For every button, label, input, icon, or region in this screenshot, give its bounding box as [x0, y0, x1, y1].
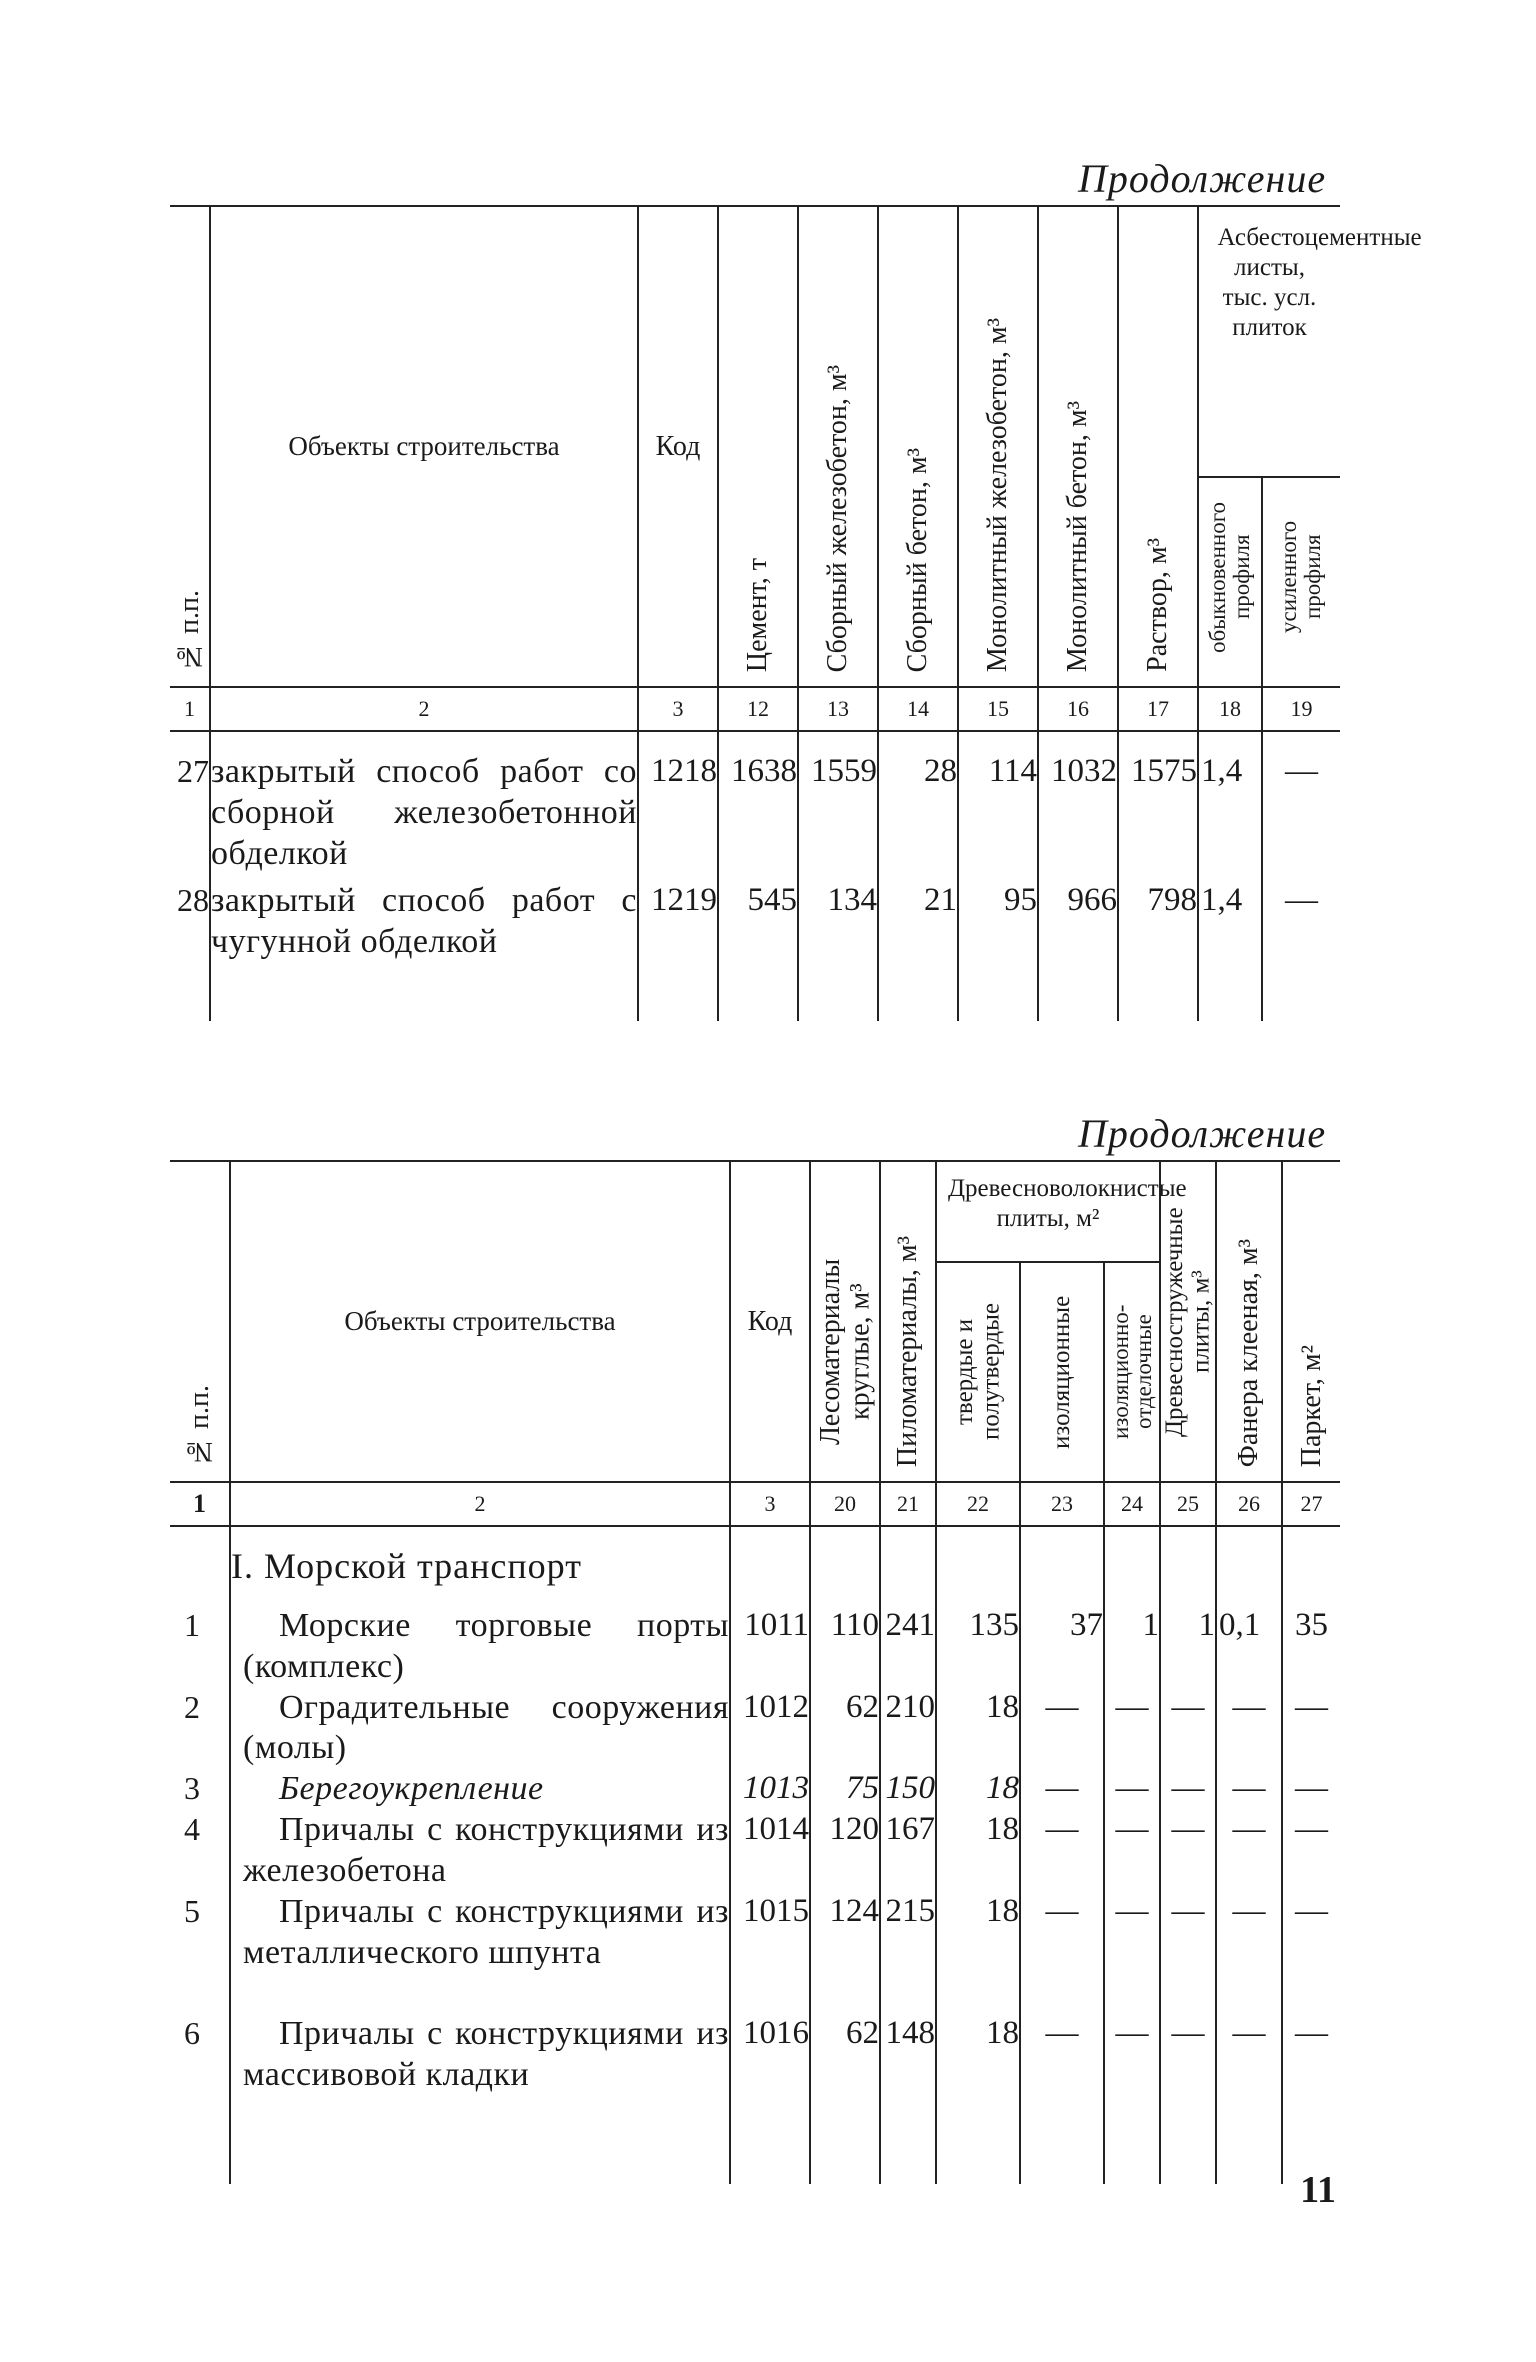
section-spacer [170, 1526, 230, 1606]
table1-column-numbers [170, 687, 1340, 731]
row-cell: — [1282, 2014, 1340, 2184]
row-cell: 1 [1160, 1606, 1216, 1688]
colnum: 22 [936, 1482, 1020, 1526]
section-spacer [730, 1526, 810, 1606]
row-object: Причалы с конструкциями из металлического шпунта [230, 1892, 730, 2014]
continuation-label-1: Продолжение [1078, 156, 1327, 201]
header-precast-concrete: Сборный бетон, м³ [878, 207, 958, 687]
table2-header-row [170, 1162, 1340, 1262]
row-cell: 167 [880, 1810, 936, 1892]
row-cell: 215 [880, 1892, 936, 2014]
table-row [170, 1606, 1340, 1688]
header-insulating: изоляционные [1020, 1262, 1104, 1482]
colnum: 1 [170, 687, 210, 731]
row-object: Причалы с конструкциями из массивовой кладки [230, 2014, 730, 2184]
row-code: 1013 [730, 1769, 810, 1810]
header-objects: Объекты строительства [210, 207, 638, 687]
table1 [170, 207, 1422, 1021]
colnum: 3 [638, 687, 718, 731]
table2-column-numbers [170, 1482, 1340, 1526]
row-number: 1 [184, 1607, 200, 1643]
row-cell: — [1282, 1810, 1340, 1892]
row-code: 1218 [638, 731, 718, 881]
row-cell: — [1104, 1688, 1160, 1770]
colnum: 24 [1104, 1482, 1160, 1526]
section-spacer [880, 1526, 936, 1606]
colnum: 15 [958, 687, 1038, 731]
row-cell: — [1020, 1688, 1104, 1770]
row-cell: — [1216, 1688, 1282, 1770]
row-code: 1011 [730, 1606, 810, 1688]
row-cell: — [1020, 2014, 1104, 2184]
row-number: 28 [177, 882, 209, 918]
header-insulating-finishing: изоляционно-отделочные [1104, 1262, 1160, 1482]
colnum: 26 [1216, 1482, 1282, 1526]
row-cell: 18 [936, 1769, 1020, 1810]
row-cell: 18 [936, 1892, 1020, 2014]
table2 [170, 1162, 1340, 2184]
row-cell: — [1216, 2014, 1282, 2184]
header-ordinary-profile: обыкновенного профиля [1198, 477, 1262, 687]
row-cell: — [1104, 1769, 1160, 1810]
header-sawn-timber: Пиломатериалы, м³ [880, 1162, 936, 1482]
colnum: 2 [210, 687, 638, 731]
colnum: 2 [230, 1482, 730, 1526]
header-code: Код [638, 207, 718, 687]
row-cell: 18 [936, 2014, 1020, 2184]
section-spacer [1020, 1526, 1104, 1606]
row-cell: 798 [1118, 881, 1198, 1021]
header-code: Код [730, 1162, 810, 1482]
row-object: Берегоукрепление [230, 1769, 730, 1810]
row-number: 5 [184, 1892, 200, 1929]
row-cell: 75 [810, 1769, 880, 1810]
row-cell: — [1104, 2014, 1160, 2184]
row-cell: — [1282, 1769, 1340, 1810]
row-cell: 18 [936, 1810, 1020, 1892]
section-spacer [1282, 1526, 1340, 1606]
row-cell: — [1262, 731, 1340, 881]
colnum: 23 [1020, 1482, 1104, 1526]
table-row [170, 1810, 1340, 1892]
row-object: закрытый способ работ со сборной железобетонной обделкой [210, 731, 638, 881]
header-np: № п.п. [183, 1385, 215, 1467]
row-cell: 120 [810, 1810, 880, 1892]
colnum: 17 [1118, 687, 1198, 731]
header-hard: твердые и полутвердые [936, 1262, 1020, 1482]
row-cell: — [1020, 1892, 1104, 2014]
table-row [170, 2014, 1340, 2184]
table-row [170, 731, 1340, 881]
row-cell: 966 [1038, 881, 1118, 1021]
row-cell: — [1020, 1810, 1104, 1892]
table-row [170, 881, 1340, 1021]
row-number: 2 [184, 1688, 200, 1725]
row-code: 1219 [638, 881, 718, 1021]
colnum: 19 [1262, 687, 1340, 731]
row-cell: 95 [958, 881, 1038, 1021]
header-parquet: Паркет, м² [1282, 1162, 1340, 1482]
row-cell: — [1216, 1810, 1282, 1892]
table-row [170, 1892, 1340, 2014]
section-spacer [1104, 1526, 1160, 1606]
row-cell: — [1216, 1892, 1282, 2014]
colnum: 16 [1038, 687, 1118, 731]
row-cell: 134 [798, 881, 878, 1021]
section-spacer [1216, 1526, 1282, 1606]
header-objects: Объекты строительства [230, 1162, 730, 1482]
row-cell: — [1104, 1810, 1160, 1892]
header-precast-rc: Сборный железобетон, м³ [798, 207, 878, 687]
table-row [170, 1769, 1340, 1810]
row-cell: 1559 [798, 731, 878, 881]
colnum: 14 [878, 687, 958, 731]
colnum: 12 [718, 687, 798, 731]
row-object: закрытый способ работ с чугунной обделкой [210, 881, 638, 1021]
page-number: 11 [1300, 2169, 1336, 2211]
row-cell: — [1216, 1769, 1282, 1810]
row-cell: 1,4 [1198, 881, 1262, 1021]
colnum: 1 [170, 1482, 230, 1526]
row-cell: 135 [936, 1606, 1020, 1688]
section-spacer [810, 1526, 880, 1606]
row-cell: — [1160, 1892, 1216, 2014]
row-cell: 35 [1282, 1606, 1340, 1688]
row-object: Оградительные сооружения (молы) [230, 1688, 730, 1770]
row-cell: — [1262, 881, 1340, 1021]
section-spacer [1160, 1526, 1216, 1606]
continuation-label-2: Продолжение [1078, 1111, 1327, 1156]
header-cement: Цемент, т [718, 207, 798, 687]
header-mortar: Раствор, м³ [1118, 207, 1198, 687]
row-cell: 124 [810, 1892, 880, 2014]
colnum: 18 [1198, 687, 1262, 731]
row-cell: 150 [880, 1769, 936, 1810]
row-cell: — [1160, 2014, 1216, 2184]
row-cell: 62 [810, 1688, 880, 1770]
row-cell: 1,4 [1198, 731, 1262, 881]
colnum: 3 [730, 1482, 810, 1526]
row-number: 27 [177, 753, 209, 789]
colnum: 27 [1282, 1482, 1340, 1526]
row-cell: 28 [878, 731, 958, 881]
header-round-timber: Лесоматериалы круглые, м³ [810, 1162, 880, 1482]
row-cell: 0,1 [1216, 1606, 1282, 1688]
row-cell: — [1160, 1810, 1216, 1892]
row-cell: 148 [880, 2014, 936, 2184]
row-cell: — [1160, 1769, 1216, 1810]
header-monolithic-concrete: Монолитный бетон, м³ [1038, 207, 1118, 687]
row-cell: 1575 [1118, 731, 1198, 881]
header-reinforced-profile: усиленного профиля [1262, 477, 1340, 687]
row-cell: 1 [1104, 1606, 1160, 1688]
row-cell: 62 [810, 2014, 880, 2184]
row-number: 6 [184, 2014, 200, 2051]
row-cell: 110 [810, 1606, 880, 1688]
row-code: 1014 [730, 1810, 810, 1892]
row-cell: — [1282, 1892, 1340, 2014]
section-row [170, 1526, 1340, 1606]
row-cell: — [1020, 1769, 1104, 1810]
row-cell: 114 [958, 731, 1038, 881]
colnum: 20 [810, 1482, 880, 1526]
row-cell: 241 [880, 1606, 936, 1688]
header-plywood: Фанера клееная, м³ [1216, 1162, 1282, 1482]
table-row [170, 1688, 1340, 1770]
row-number: 3 [184, 1770, 200, 1807]
header-particleboard: Древесностружечные плиты, м³ [1160, 1162, 1216, 1482]
row-code: 1012 [730, 1688, 810, 1770]
header-np: № п.п. [173, 590, 205, 672]
row-cell: 1032 [1038, 731, 1118, 881]
section-spacer [936, 1526, 1020, 1606]
row-cell: — [1104, 1892, 1160, 2014]
row-cell: 21 [878, 881, 958, 1021]
colnum: 13 [798, 687, 878, 731]
header-monolithic-rc: Монолитный железобетон, м³ [958, 207, 1038, 687]
row-number: 4 [184, 1810, 200, 1847]
table1-header-row [170, 207, 1340, 477]
row-cell: — [1160, 1688, 1216, 1770]
row-cell: 18 [936, 1688, 1020, 1770]
row-cell: 545 [718, 881, 798, 1021]
row-code: 1016 [730, 2014, 810, 2184]
colnum: 25 [1160, 1482, 1216, 1526]
row-cell: 37 [1020, 1606, 1104, 1688]
section-title: I. Морской транспорт [230, 1526, 730, 1606]
row-code: 1015 [730, 1892, 810, 2014]
row-cell: 1638 [718, 731, 798, 881]
header-asbestos-group: Асбестоцементные листы, тыс. усл. плиток [1198, 207, 1340, 477]
row-cell: 210 [880, 1688, 936, 1770]
colnum: 21 [880, 1482, 936, 1526]
row-object: Морские торговые порты (комплекс) [230, 1606, 730, 1688]
row-object: Причалы с конструкциями из железобетона [230, 1810, 730, 1892]
header-fiberboard-group: Древесноволокнистые плиты, м² [936, 1162, 1160, 1262]
row-cell: — [1282, 1688, 1340, 1770]
